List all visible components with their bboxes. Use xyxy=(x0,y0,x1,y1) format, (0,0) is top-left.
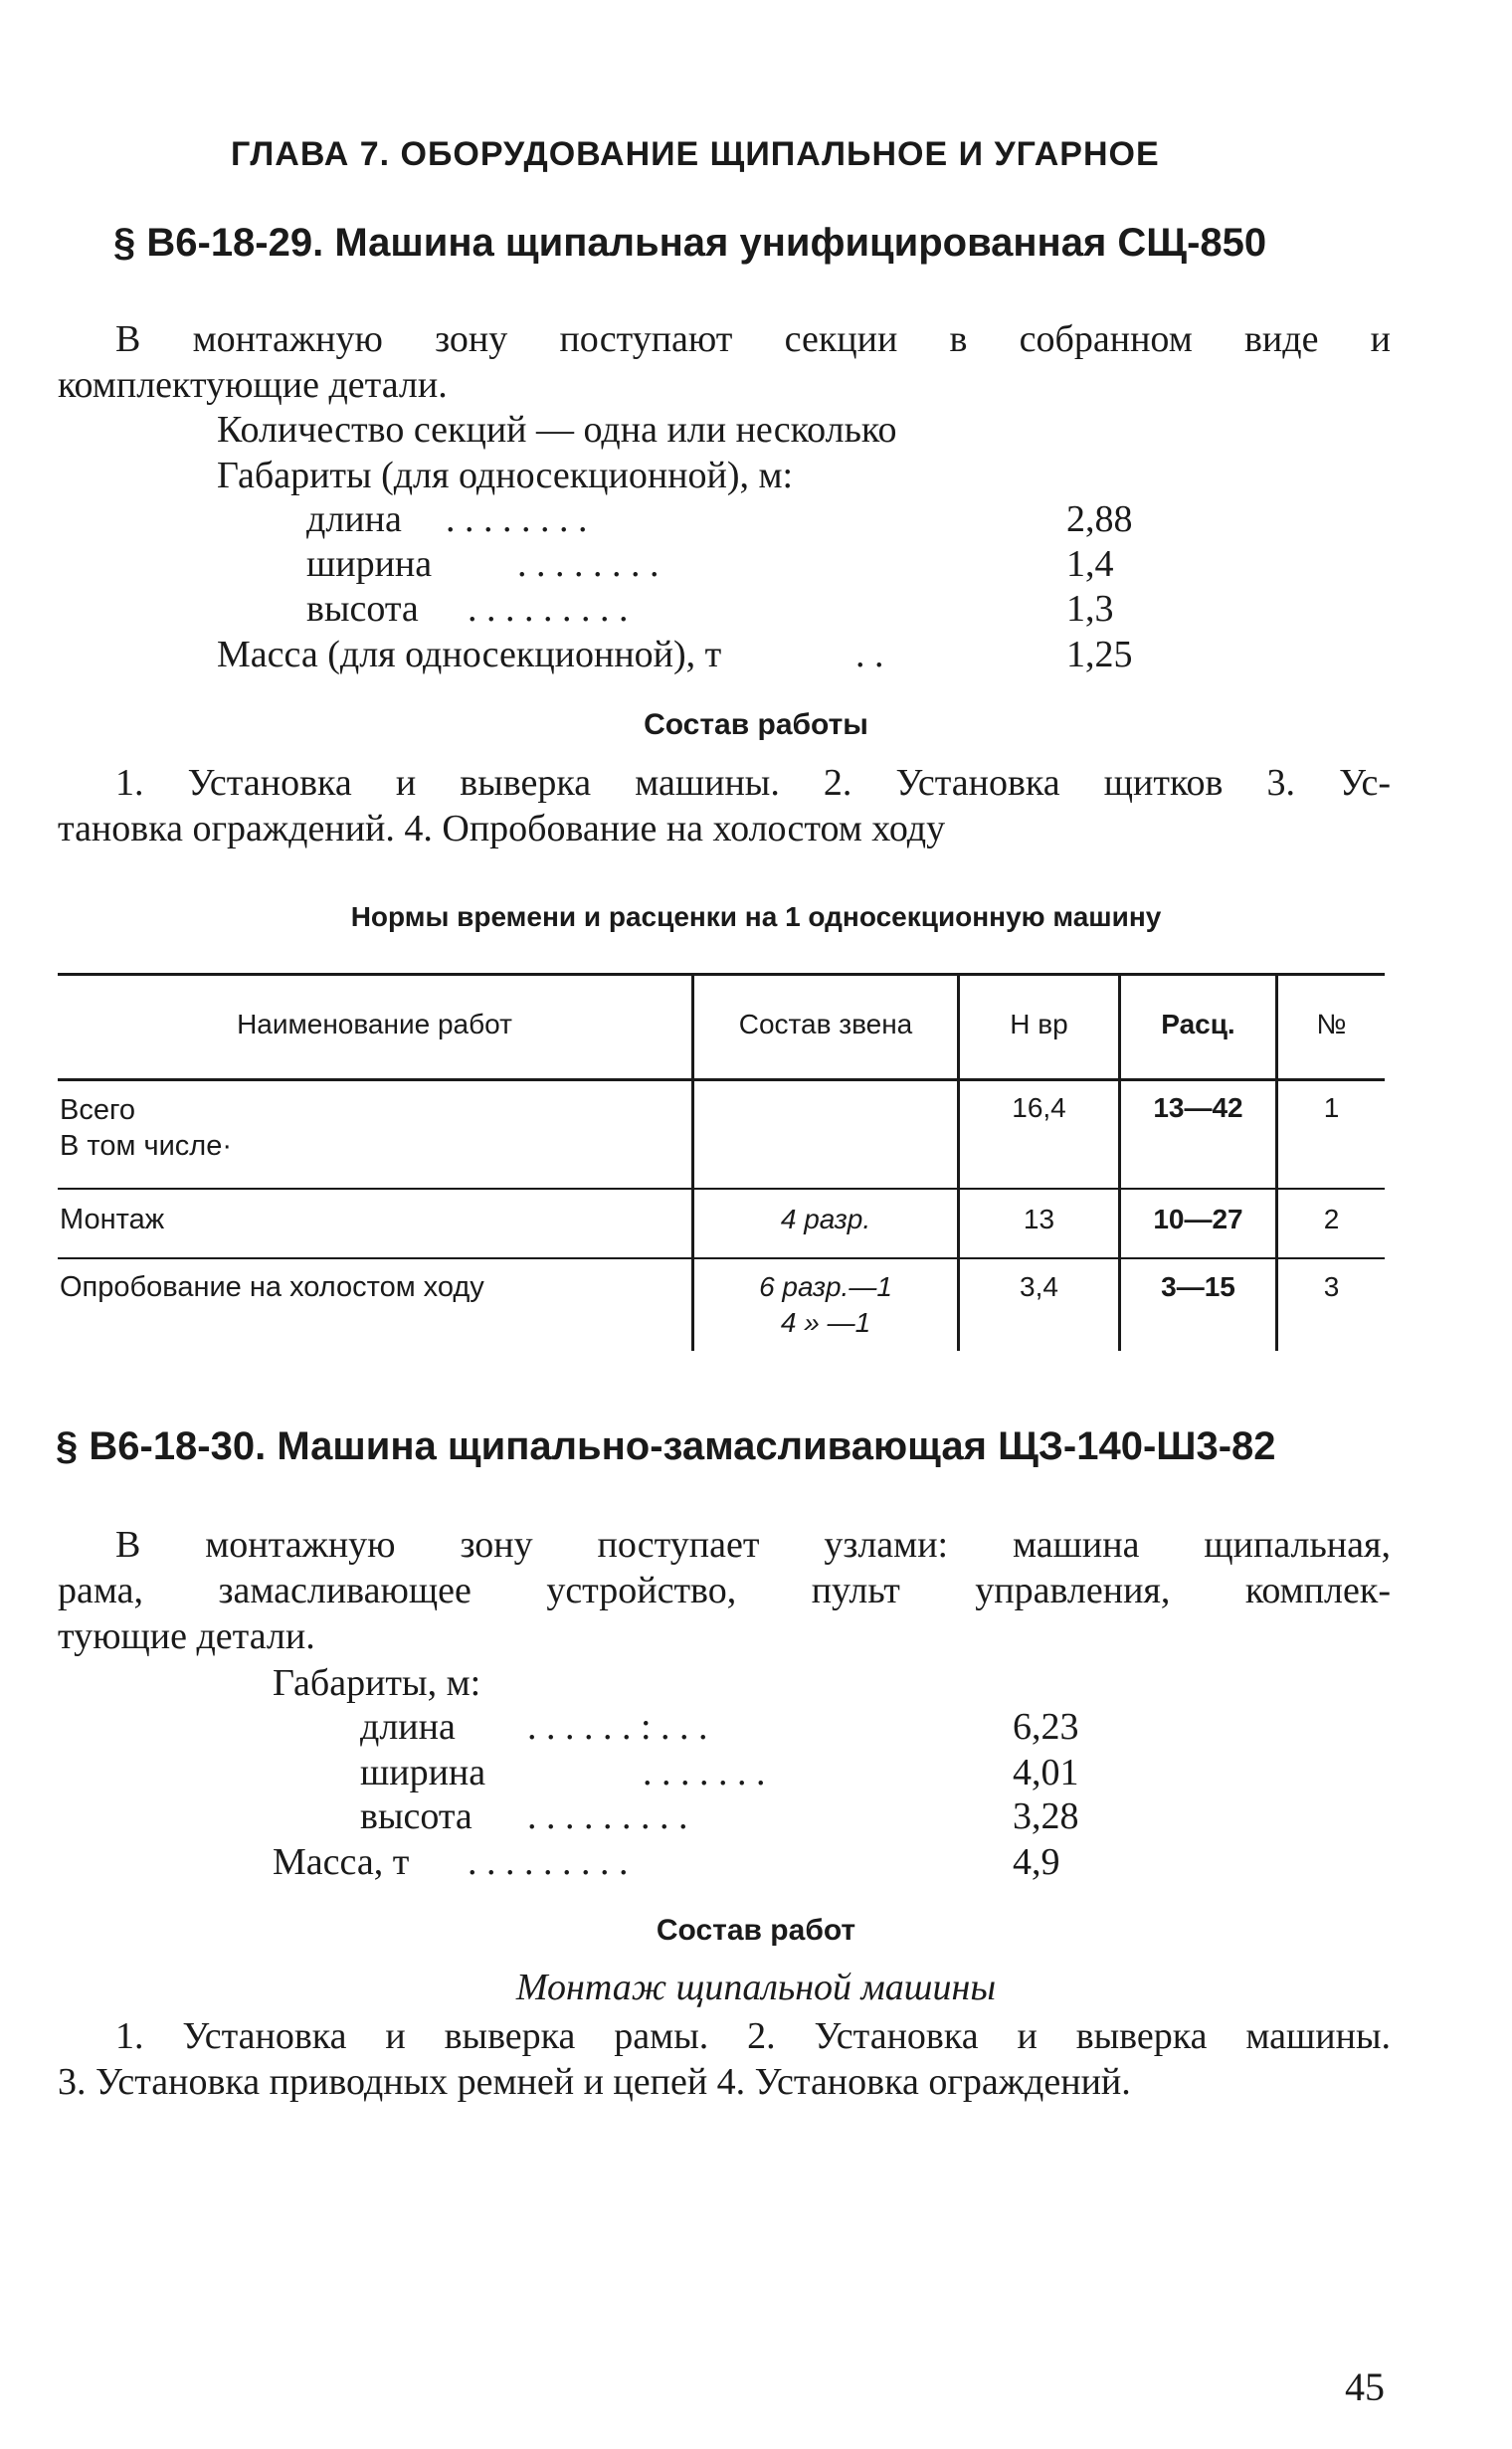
table-header-time-norm: Н вр xyxy=(1010,1009,1068,1039)
section-2-work-heading: Состав работ xyxy=(656,1914,856,1947)
dim-value-height-2: 3,28 xyxy=(1013,1795,1079,1837)
table-header-rate: Расц. xyxy=(1161,1009,1235,1039)
dim-dots-width: . . . . . . . . xyxy=(517,543,660,585)
section-2-intro xyxy=(58,1522,1391,1659)
mass-label: Масса (для односекционной), т xyxy=(217,634,722,675)
table-row-3-crew: 6 разр.—1 xyxy=(759,1271,892,1302)
table-row-1-name: Всего xyxy=(60,1094,136,1126)
mass-value-2: 4,9 xyxy=(1013,1841,1060,1883)
page-number: 45 xyxy=(1345,2364,1385,2409)
section-2-intro-line-3: тующие детали. xyxy=(58,1615,315,1657)
table-row-rule-1 xyxy=(58,1188,1385,1190)
dim-dots-length: . . . . . . . . xyxy=(446,498,588,540)
section-2-work-line-1: 1. Установка и выверка рамы. 2. Установка и выверка машины. xyxy=(115,2015,1391,2057)
section-2-subheading: Монтаж щипальной машины xyxy=(515,1967,997,2008)
table-row-3-crew-sub: 4 » —1 xyxy=(780,1307,871,1338)
dim-label-height: высота xyxy=(306,588,419,630)
table-row-2-number: 2 xyxy=(1323,1204,1340,1234)
dim-value-height: 1,3 xyxy=(1066,588,1114,630)
table-caption: Нормы времени и расценки на 1 односекционную машину xyxy=(350,901,1162,932)
table-row-1-time-norm: 16,4 xyxy=(1012,1092,1066,1123)
dim-label-width: ширина xyxy=(306,543,433,585)
table-row-2-rate: 10—27 xyxy=(1153,1204,1243,1234)
table-row-1-rate: 13—42 xyxy=(1153,1092,1243,1123)
dims-label-2: Габариты, м: xyxy=(273,1662,481,1704)
dim-dots-length-2: . . . . . . : . . . xyxy=(527,1706,708,1748)
dim-value-length: 2,88 xyxy=(1066,498,1133,540)
section-1-title: § В6-18-29. Машина щипальная унифицированная СЩ-850 xyxy=(113,221,1267,265)
norms-table xyxy=(58,973,1385,1351)
dim-value-length-2: 6,23 xyxy=(1013,1706,1079,1748)
section-1-work xyxy=(58,760,1391,851)
section-2-work-line-2: 3. Установка приводных ремней и цепей 4. Установка ограждений. xyxy=(58,2061,1131,2103)
chapter-title: ГЛАВА 7. ОБОРУДОВАНИЕ ЩИПАЛЬНОЕ И УГАРНОЕ xyxy=(231,135,1160,173)
table-row-3-number: 3 xyxy=(1323,1271,1340,1302)
table-header-rule xyxy=(58,1078,1385,1081)
section-2-title: § В6-18-30. Машина щипально-замасливающая ЩЗ-140-Ш3-82 xyxy=(56,1424,1276,1468)
table-row-2-name: Монтаж xyxy=(60,1204,165,1235)
dim-dots-height-2: . . . . . . . . . xyxy=(527,1795,688,1837)
mass-label-2: Масса, т xyxy=(273,1841,410,1883)
section-1-work-line-1: 1. Установка и выверка машины. 2. Установка щитков 3. Ус- xyxy=(115,762,1391,804)
sections-count: Количество секций — одна или несколько xyxy=(217,409,897,451)
section-2-intro-line-2: рама, замасливающее устройство, пульт управления, комплек- xyxy=(58,1570,1391,1611)
section-1-intro-line-1: В монтажную зону поступают секции в собранном виде и xyxy=(115,318,1391,360)
dim-dots-height: . . . . . . . . . xyxy=(468,588,629,630)
table-row-3-name: Опробование на холостом ходу xyxy=(60,1271,484,1303)
dims-label: Габариты (для односекционной), м: xyxy=(217,455,794,496)
table-row-2-crew: 4 разр. xyxy=(780,1204,871,1234)
table-row-2-time-norm: 13 xyxy=(1023,1204,1055,1234)
table-header-work-name: Наименование работ xyxy=(237,1009,512,1039)
section-1-work-heading: Состав работы xyxy=(644,708,868,741)
section-2-work xyxy=(58,2013,1391,2105)
table-row-3-rate: 3—15 xyxy=(1161,1271,1235,1302)
mass-dots-2: . . . . . . . . . xyxy=(468,1841,629,1883)
table-header-number: № xyxy=(1316,1009,1347,1039)
section-1-intro-line-2: комплектующие детали. xyxy=(58,364,448,406)
dim-label-height-2: высота xyxy=(360,1795,472,1837)
dim-dots-width-2: . . . . . . . xyxy=(643,1752,766,1793)
section-1-work-line-2: тановка ограждений. 4. Опробование на холостом ходу xyxy=(58,808,946,849)
table-row-3-time-norm: 3,4 xyxy=(1020,1271,1058,1302)
table-top-rule xyxy=(58,973,1385,976)
table-row-1-number: 1 xyxy=(1323,1092,1340,1123)
mass-dots: . . xyxy=(855,634,884,675)
dim-value-width-2: 4,01 xyxy=(1013,1752,1079,1793)
table-row-1-name-sub: В том числе· xyxy=(60,1130,232,1162)
table-row-rule-2 xyxy=(58,1257,1385,1259)
section-1-intro xyxy=(58,316,1391,408)
dim-value-width: 1,4 xyxy=(1066,543,1114,585)
table-header-crew: Состав звена xyxy=(738,1009,913,1039)
section-2-intro-line-1: В монтажную зону поступает узлами: машина щипальная, xyxy=(115,1524,1391,1566)
dim-label-length: длина xyxy=(306,498,402,540)
dim-label-length-2: длина xyxy=(360,1706,456,1748)
dim-label-width-2: ширина xyxy=(360,1752,486,1793)
mass-value: 1,25 xyxy=(1066,634,1133,675)
